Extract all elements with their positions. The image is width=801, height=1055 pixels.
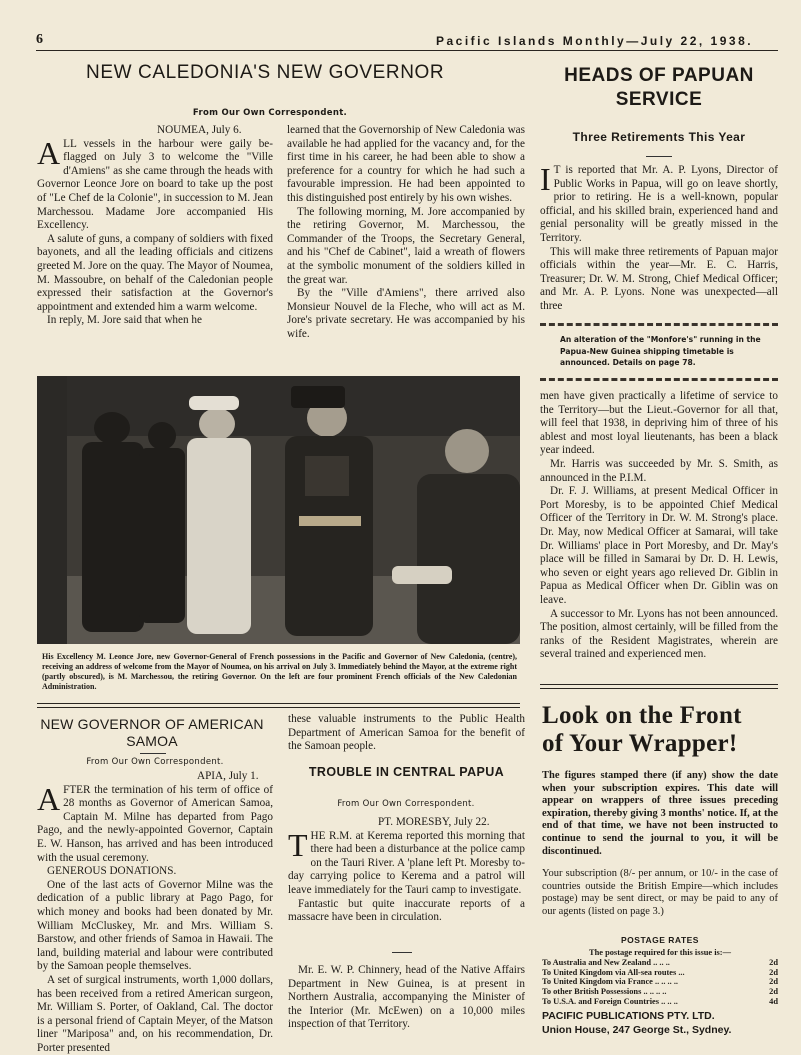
page-number: 6	[36, 32, 43, 47]
samoa-headline-line-2: SAMOA	[126, 733, 178, 749]
samoa-para-3: A set of surgical instruments, worth 1,000 dollars, has been received from a retired American surgeon, Mr. William S. Porter, of Oakland, Cal. The doctor is a personal friend of Captain Meyer, of the Matson liner "Mariposa" and, on his recommendation, Dr. Porter presented	[37, 973, 273, 1054]
wrapper-para-2: Your subscription (8/- per annum, or 10/- in the case of countries outside the British Empire—which includes postage) may be sent direct, or may be paid to any of our agents (listed on page 3.)	[542, 868, 778, 917]
samoa-dash	[140, 753, 166, 754]
samoa-para-2: One of the last acts of Governor Milne was the dedication of a public library at Pago Pago, for which money and books had been donated by Mr. William McCluskey, Mr. and Mrs. William S. Barstow, and other friends of Samoa in Hawaii. The land, building material and labour were contributed by the Samoan people themselves.	[37, 878, 273, 973]
samoa-dateline: APIA, July 1.	[197, 770, 259, 782]
papuan-subhead-dash	[646, 156, 672, 157]
drop-cap: I	[540, 161, 551, 197]
chinnery-column	[288, 964, 525, 1032]
caledonia-para-4: learned that the Governorship of New Caledonia was available he had applied for the vacancy and, for the first time in his career, he had been able to show a preference for a country for which he had such a favourable impression. He had been appointed to this distinguished post entirely by his own wishes.	[287, 124, 525, 204]
trouble-byline: From Our Own Correspondent.	[337, 799, 475, 809]
rate-row: To other British Possessions .. .. .. .. 2d	[542, 987, 778, 997]
postage-rates	[542, 948, 778, 1007]
papuan-para-6: A successor to Mr. Lyons has not been announced. The position, almost certainly, will be filled from the ranks of the Resident Magistrates, wherein are several trained and experienced men.	[540, 607, 778, 661]
trouble-dash	[392, 952, 412, 953]
drop-cap: T	[288, 826, 308, 863]
caledonia-column-2	[287, 124, 525, 342]
wrapper-column	[542, 770, 778, 919]
drop-cap: A	[37, 134, 61, 171]
running-title: Pacific Islands Monthly—July 22, 1938.	[436, 34, 754, 48]
notice-rule-top	[540, 323, 778, 326]
trouble-dateline: PT. MORESBY, July 22.	[378, 816, 490, 828]
publisher-name: PACIFIC PUBLICATIONS PTY. LTD.	[542, 1010, 715, 1022]
photo-illustration	[37, 376, 520, 644]
samoa-subhead: GENEROUS DONATIONS.	[47, 865, 177, 878]
samoa-para-1: AFTER the termination of his term of office of 28 months as Governor of American Samoa, Captain M. Milne has departed from Pago Pago, and the newly-appointed Governor, Captain E. W. Hanson, has arrived and has been introduced with the usual ceremony.	[37, 780, 273, 864]
caledonia-para-1: ALL vessels in the harbour were gaily be-flagged on July 3 to welcome the "Ville d'Amiens" as she came through the heads with Governor Leonce Jore on board to take up the post of "Le Chef de la Colonie", in succession to M. Jean Marchessou. Madame Jore accompanied His Excellency.	[37, 134, 273, 232]
papuan-para-3: men have given practically a lifetime of service to the Territory—but the Lieut.-Governor for all that, will feel that 1938, in depriving him of three of his ablest and most loyal lieutenants, has been a black year indeed.	[540, 390, 778, 457]
trouble-column	[288, 816, 525, 925]
papuan-column-bottom	[540, 390, 778, 662]
rate-row: To U.S.A. and Foreign Countries .. .. .. 4d	[542, 996, 778, 1006]
trouble-para-2: Fantastic but quite inaccurate reports of a massacre have been in circulation.	[288, 897, 525, 924]
chinnery-para: Mr. E. W. P. Chinnery, head of the Native Affairs Department in New Guinea, is at present in Northern Australia, accompanying the Minister of the Interior (Mr. McEwen) on a 10,000 miles inspection of that Territory.	[288, 964, 525, 1031]
papuan-para-2: This will make three retirements of Papuan major officials within the year—Mr. E. C. Harris, Treasurer; Dr. W. M. Strong, Chief Medical Officer; and Mr. A. P. Lyons. None was unexpected—all three	[540, 245, 778, 312]
papuan-headline-line-1: HEADS OF PAPUAN	[564, 65, 754, 86]
samoa-continued	[288, 713, 525, 754]
caledonia-para-6: By the "Ville d'Amiens", there arrived also Monsieur Nouvel de la Fleche, who will act as M. Jore's private secretary. He was accompanied by his wife.	[287, 287, 525, 340]
timetable-notice: An alteration of the "Monfore's" running in the Papua-New Guinea shipping timetable is announced. Details on page 78.	[560, 335, 761, 367]
samoa-headline-line-1: NEW GOVERNOR OF AMERICAN	[40, 716, 264, 732]
papuan-headline	[540, 64, 778, 112]
drop-cap: A	[37, 780, 61, 817]
papuan-para-4: Mr. Harris was succeeded by Mr. S. Smith, as announced in the P.I.M.	[540, 457, 778, 484]
wrapper-para-1: The figures stamped there (if any) show the date when your subscription expires. This date will appear on wrappers of three issues preceding expiration, thereby giving 3 months' notice. If, at the end of that time, we have not been instructed to continue to send the journal to you, it will be discontinued.	[542, 770, 778, 857]
notice-rule-bottom	[540, 378, 778, 381]
caledonia-headline: NEW CALEDONIA'S NEW GOVERNOR	[86, 62, 445, 83]
caledonia-dateline: NOUMEA, July 6.	[157, 124, 242, 136]
caledonia-byline: From Our Own Correspondent.	[192, 108, 348, 118]
postage-title: POSTAGE RATES	[621, 935, 699, 945]
rate-row: To United Kingdom via France .. .. .. .. 2d	[542, 977, 778, 987]
papuan-headline-line-2: SERVICE	[615, 89, 703, 110]
rate-row: To Australia and New Zealand .. .. .. 2d	[542, 957, 778, 967]
samoa-continued-text: these valuable instruments to the Public Health Department of American Samoa for the benefit of the Samoan people.	[288, 713, 525, 753]
caledonia-column-1	[37, 124, 273, 328]
samoa-column	[37, 770, 273, 1055]
wrapper-headline-line-2: of Your Wrapper!	[542, 730, 738, 757]
section-rule-left	[37, 703, 520, 708]
section-rule-right	[540, 684, 778, 689]
samoa-headline	[32, 716, 272, 750]
rate-row: To United Kingdom via All-sea routes ... 2d	[542, 967, 778, 977]
publisher-address: Union House, 247 George St., Sydney.	[542, 1024, 732, 1036]
caledonia-para-2: A salute of guns, a company of soldiers with fixed bayonets, and all the leading officials and citizens greeted M. Jore on the quay. The Mayor of Noumea, M. Massoubre, on behalf of the Caledonian people expressed their satisfaction at the Governor's appointment and extended him a warm welcome.	[37, 232, 273, 313]
trouble-para-1: THE R.M. at Kerema reported this morning that there had been a disturbance at the police camp on the Tauri River. A 'plane left Pt. Moresby to-day carrying police to Kerema and a patrol will leave immediately for the Tauri camp to investigate.	[288, 826, 525, 896]
samoa-byline: From Our Own Correspondent.	[86, 757, 224, 767]
caledonia-para-3: In reply, M. Jore said that when he	[47, 314, 202, 327]
caledonia-para-5: The following morning, M. Jore accompanied by the retiring Governor, M. Marchessou, the Commander of the Troops, the Secretary General, and his "Chef de Cabinet", laid a wreath of flowers at the symbolic monument of the soldiers killed in the great war.	[287, 205, 525, 286]
papuan-para-1: I T is reported that Mr. A. P. Lyons, Director of Public Works in Papua, will go on leave shortly, prior to retiring. He is a well-known, popular official, and his skilled brain, experienced hand and genial personality will be greatly missed in the Territory.	[540, 161, 778, 244]
postage-intro: The postage required for this issue is:—	[589, 948, 731, 957]
wrapper-headline-line-1: Look on the Front	[542, 702, 742, 729]
papuan-subhead: Three Retirements This Year	[572, 130, 746, 144]
photo-caption: His Excellency M. Leonce Jore, new Governor-General of French possessions in the Pacific and Governor of New Caledonia, (centre), receiving an address of welcome from the Mayor of Noumea, on his arrival on July 3. Immediately behind the Mayor, at the extreme right (partly obscured), is M. Marchessou, the retiring Governor. On the left are four prominent French officials of the New Caledonian Administration.	[42, 652, 517, 691]
trouble-headline: TROUBLE IN CENTRAL PAPUA	[308, 765, 505, 779]
header-rule	[36, 50, 778, 51]
governor-photo	[37, 376, 520, 644]
papuan-column-top	[540, 161, 778, 314]
papuan-para-5: Dr. F. J. Williams, at present Medical Officer in Port Moresby, is to be appointed Chief Medical Officer of the Territory in Dr. W. M. Strong's place. Dr. May, now Medical Officer at Samarai, will take Dr. Williams' place in Port Moresby, and Dr. May's place will be filled in Samarai by Dr. D. H. Lewis, who seven or eight years ago relieved Dr. Giblin in Papua as Medical Officer when Dr. Giblin was on leave.	[540, 485, 778, 606]
wrapper-headline	[542, 702, 780, 758]
